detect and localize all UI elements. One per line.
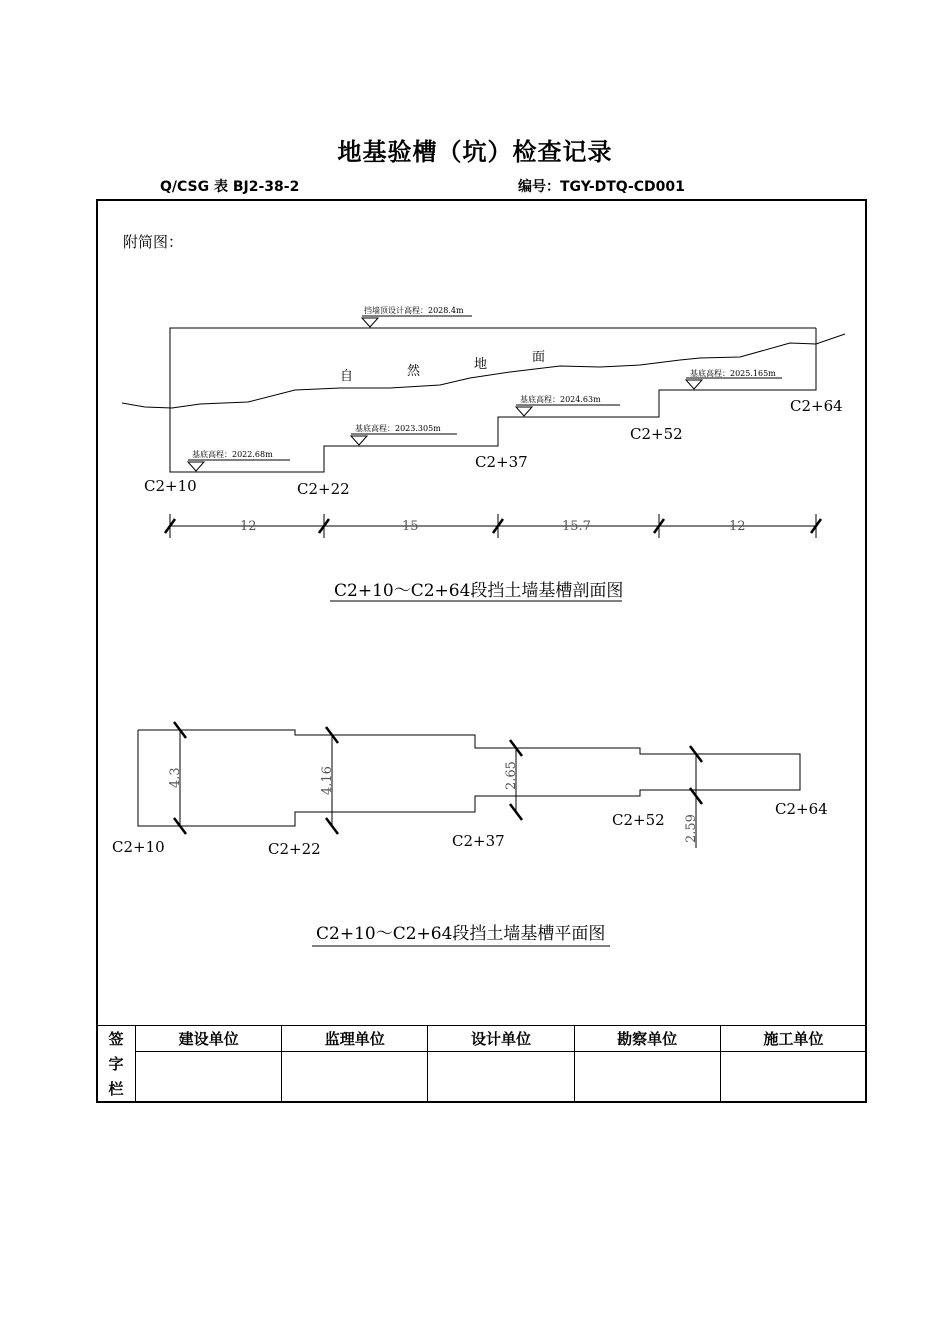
- dimension-value: 15.7: [562, 519, 591, 534]
- ground-label-char: 自: [340, 369, 354, 384]
- unit-header: 设计单位: [428, 1026, 574, 1052]
- base-elevation-4: 基底高程：2025.165m: [690, 369, 776, 378]
- dimension-value: 12: [240, 519, 257, 534]
- signature-table: [96, 1025, 867, 1103]
- station-label: C2+37: [475, 453, 528, 471]
- elevation-marker: [351, 436, 367, 445]
- signature-field[interactable]: [574, 1052, 720, 1103]
- dimension-value: 15: [402, 519, 419, 534]
- ground-label-char: 地: [474, 357, 488, 372]
- station-label: C2+64: [790, 397, 843, 415]
- section-caption: C2+10～C2+64段挡土墙基槽剖面图: [334, 581, 624, 601]
- plan-width-value: 4.16: [320, 766, 335, 795]
- top-elevation-label: 挡墙顶设计高程：2028.4m: [364, 306, 464, 315]
- signature-row-label: 签 字 栏: [97, 1026, 136, 1103]
- plan-station-label: C2+64: [775, 800, 828, 818]
- signature-field[interactable]: [428, 1052, 574, 1103]
- unit-header: 施工单位: [720, 1026, 866, 1052]
- station-label: C2+22: [297, 480, 350, 498]
- station-label: C2+52: [630, 425, 683, 443]
- base-elevation-3: 基底高程：2024.63m: [520, 395, 601, 404]
- plan-width-value: 2.65: [504, 761, 519, 790]
- plan-width-value: 2.59: [684, 814, 699, 843]
- unit-header: 监理单位: [282, 1026, 428, 1052]
- elevation-marker: [686, 380, 702, 389]
- plan-station-label: C2+52: [612, 811, 665, 829]
- plan-outline: [138, 730, 800, 826]
- base-elevation-1: 基底高程：2022.68m: [192, 450, 273, 459]
- elevation-marker: [362, 318, 378, 327]
- ground-label-char: 然: [407, 364, 421, 379]
- plan-caption: C2+10～C2+64段挡土墙基槽平面图: [316, 924, 606, 944]
- figure-label: 附简图：: [123, 233, 184, 251]
- signature-field[interactable]: [282, 1052, 428, 1103]
- base-elevation-2: 基底高程：2023.305m: [355, 424, 441, 433]
- ground-label-char: 面: [532, 350, 546, 365]
- plan-station-label: C2+37: [452, 832, 505, 850]
- unit-header: 勘察单位: [574, 1026, 720, 1052]
- dimension-value: 12: [729, 519, 746, 534]
- plan-station-label: C2+22: [268, 840, 321, 858]
- serial-number: 编号：TGY-DTQ-CD001: [518, 179, 685, 195]
- form-code: Q/CSG 表 BJ2-38-2: [160, 179, 300, 195]
- signature-field[interactable]: [136, 1052, 282, 1103]
- plan-station-label: C2+10: [112, 838, 165, 856]
- elevation-marker: [188, 462, 204, 471]
- plan-width-value: 4.3: [168, 767, 183, 788]
- unit-header: 建设单位: [136, 1026, 282, 1052]
- elevation-marker: [516, 407, 532, 416]
- station-label: C2+10: [144, 477, 197, 495]
- signature-field[interactable]: [720, 1052, 866, 1103]
- document-title: 地基验槽（坑）检查记录: [337, 138, 613, 166]
